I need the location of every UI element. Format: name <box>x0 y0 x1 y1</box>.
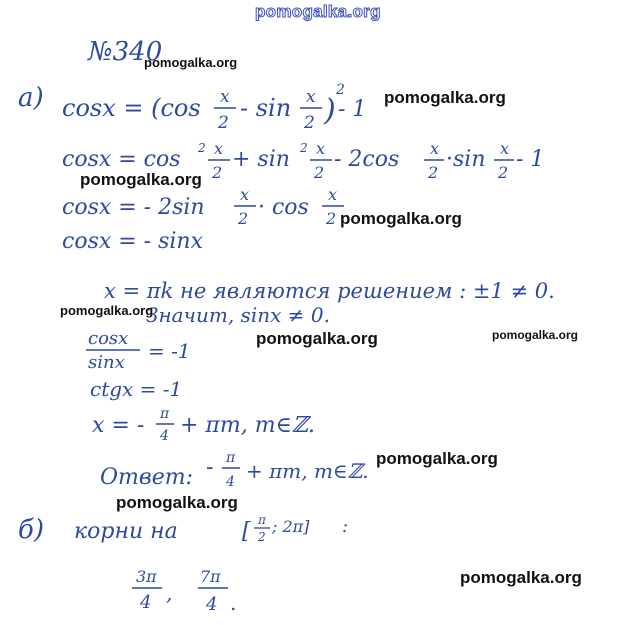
watermark: pomogalka.org <box>116 493 238 512</box>
part-a-line-8: ctgx = -1 <box>90 377 183 401</box>
line7-rhs: = -1 <box>148 339 191 363</box>
watermark: pomogalka.org <box>492 328 579 342</box>
root2-den: 4 <box>206 594 218 615</box>
line9-lhs: x = - <box>92 413 145 438</box>
line9-rhs: + πm, m∈ℤ. <box>180 413 315 438</box>
watermark: pomogalka.org <box>60 303 154 318</box>
line2-mid3: ·sin <box>446 147 486 172</box>
answer-label: Ответ: <box>100 465 193 490</box>
line2-exp2: 2 <box>300 141 308 155</box>
line2-exp1: 2 <box>198 141 206 155</box>
line3-frac1-num: x <box>240 185 250 204</box>
watermark: pomogalka.org <box>144 55 238 70</box>
line2-tail: - 1 <box>516 147 545 172</box>
root-3pi-4 <box>132 567 172 613</box>
line3-lhs: cosx = - 2sin <box>62 195 205 220</box>
line2-frac2-den: 2 <box>314 163 325 182</box>
top-watermark: pomogalka.org <box>255 2 381 21</box>
part-a-line-9 <box>92 406 315 444</box>
line1-frac2-num: x <box>306 87 316 107</box>
watermark: pomogalka.org <box>80 170 202 189</box>
watermark: pomogalka.org <box>376 449 498 468</box>
interval-rest: ; 2π] <box>272 517 310 536</box>
line1-frac1-num: x <box>220 87 230 107</box>
line1-tail: - 1 <box>338 97 367 122</box>
line1-exponent: 2 <box>336 82 345 98</box>
line2-frac4-den: 2 <box>498 163 509 182</box>
watermark: pomogalka.org <box>460 568 582 587</box>
root1-num: 3π <box>136 567 157 586</box>
root2-num: 7π <box>200 567 221 586</box>
line2-frac4-num: x <box>500 139 510 158</box>
part-a-line-1 <box>62 82 366 133</box>
watermark: pomogalka.org <box>384 88 506 107</box>
part-a-line-4: cosx = - sinx <box>62 229 204 254</box>
answer-line <box>100 450 369 490</box>
interval-num: π <box>258 513 266 527</box>
watermark: pomogalka.org <box>340 209 462 228</box>
line3-frac1-den: 2 <box>238 209 249 228</box>
line2-frac2-num: x <box>316 139 326 158</box>
line7-den: sinx <box>88 352 125 373</box>
part-a-line-6: Значит, sinx ≠ 0. <box>146 303 330 327</box>
interval-open: [ <box>242 519 251 544</box>
part-a-line-7 <box>86 328 191 373</box>
line1-close-paren: ) <box>324 93 336 128</box>
part-b-line-1 <box>74 513 348 544</box>
line9-den: 4 <box>160 428 169 444</box>
line2-frac3-num: x <box>430 139 440 158</box>
part-b-text: корни на <box>74 519 178 544</box>
watermark: pomogalka.org <box>256 329 378 348</box>
root-7pi-4 <box>198 567 236 615</box>
line1-frac2-den: 2 <box>304 113 315 133</box>
interval-den: 2 <box>258 530 266 544</box>
answer-minus: - <box>206 455 214 480</box>
root1-den: 4 <box>140 592 152 613</box>
line7-num: cosx <box>88 328 129 349</box>
line2-mid1: + sin <box>232 147 290 172</box>
line3-frac2-num: x <box>328 185 338 204</box>
part-a-line-5: x = πk не являются решением : ±1 ≠ 0. <box>104 279 555 303</box>
line2-frac1-den: 2 <box>212 163 223 182</box>
line1-frac1-den: 2 <box>218 113 229 133</box>
line2-frac3-den: 2 <box>428 163 439 182</box>
root1-sep: , <box>166 581 173 605</box>
line9-num: π <box>160 406 170 422</box>
part-b-colon: : <box>342 516 349 537</box>
line2-frac1-num: x <box>214 139 224 158</box>
line1-lhs: cosx = (cos <box>62 94 201 122</box>
line3-mid: · cos <box>258 195 309 220</box>
line2-lhs: cosx = cos <box>62 147 181 172</box>
root2-sep: . <box>230 591 237 615</box>
line1-mid: - sin <box>240 94 292 122</box>
problem-number: №340 <box>88 37 163 67</box>
part-b-label: б) <box>18 515 45 545</box>
answer-rhs: + πm, m∈ℤ. <box>246 459 369 483</box>
answer-num: π <box>226 450 236 466</box>
part-a-line-3 <box>62 185 344 228</box>
answer-den: 4 <box>226 474 235 490</box>
line2-mid2: - 2cos <box>334 147 400 172</box>
line3-frac2-den: 2 <box>326 209 337 228</box>
part-a-label: а) <box>18 83 44 113</box>
